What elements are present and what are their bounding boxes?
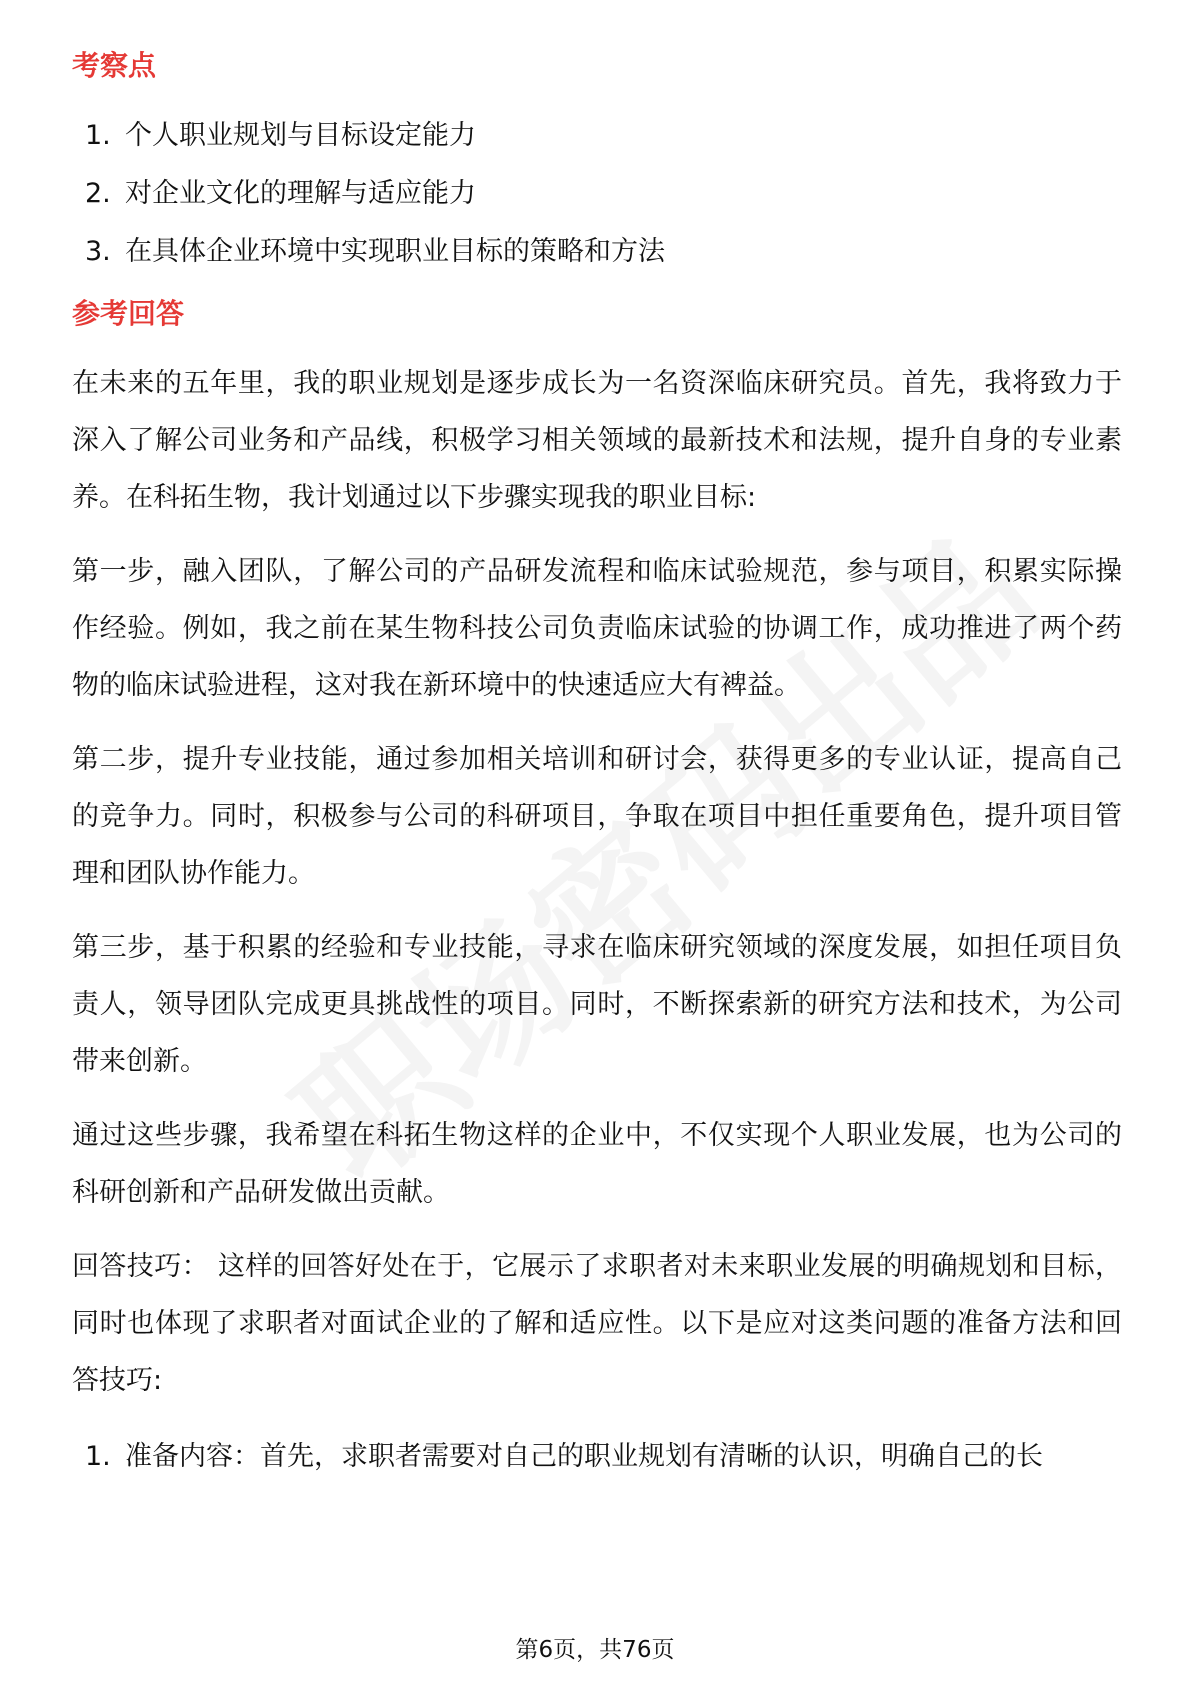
- reference-answer-heading: 参考回答: [72, 297, 185, 330]
- page-number-footer: 第6页，共76页: [515, 1637, 675, 1663]
- answer-paragraph: 第二步，提升专业技能，通过参加相关培训和研讨会，获得更多的专业认证，提高自己的竞争力。同时，积极参与公司的科研项目，争取在项目中担任重要角色，提升项目管理和团队协作能力。: [72, 744, 1122, 889]
- answer-paragraph: 第一步，融入团队，了解公司的产品研发流程和临床试验规范，参与项目，积累实际操作经验。例如，我之前在某生物科技公司负责临床试验的协调工作，成功推进了两个药物的临床试验进程，这对我在新环境中的快速适应大有裨益。: [72, 556, 1122, 701]
- list-number: 1.: [85, 1441, 111, 1472]
- exam-points-list: [85, 107, 665, 281]
- exam-points-heading: 考察点: [72, 49, 157, 82]
- list-number: 3.: [85, 236, 111, 267]
- list-item: [85, 1428, 1043, 1486]
- list-number: 2.: [85, 178, 111, 209]
- list-item-text: 个人职业规划与目标设定能力: [125, 120, 476, 151]
- answer-paragraph: 第三步，基于积累的经验和专业技能，寻求在临床研究领域的深度发展，如担任项目负责人，领导团队完成更具挑战性的项目。同时，不断探索新的研究方法和技术，为公司带来创新。: [72, 932, 1122, 1077]
- answer-tips-paragraph: 回答技巧： 这样的回答好处在于，它展示了求职者对未来职业发展的明确规划和目标，同时也体现了求职者对面试企业的了解和适应性。以下是应对这类问题的准备方法和回答技巧:: [72, 1251, 1122, 1396]
- list-item: [85, 223, 665, 281]
- list-item-text: 对企业文化的理解与适应能力: [125, 178, 476, 209]
- answer-paragraph: 通过这些步骤，我希望在科拓生物这样的企业中，不仅实现个人职业发展，也为公司的科研创新和产品研发做出贡献。: [72, 1120, 1122, 1208]
- list-item-text: 在具体企业环境中实现职业目标的策略和方法: [125, 236, 665, 267]
- list-item: [85, 165, 665, 223]
- answer-paragraph: 在未来的五年里，我的职业规划是逐步成长为一名资深临床研究员。首先，我将致力于深入了解公司业务和产品线，积极学习相关领域的最新技术和法规，提升自身的专业素养。在科拓生物，我计划通过以下步骤实现我的职业目标:: [72, 368, 1122, 513]
- tips-list: [85, 1428, 1043, 1486]
- list-item-text: 准备内容：首先，求职者需要对自己的职业规划有清晰的认识，明确自己的长: [125, 1441, 1043, 1472]
- list-number: 1.: [85, 120, 111, 151]
- list-item: [85, 107, 665, 165]
